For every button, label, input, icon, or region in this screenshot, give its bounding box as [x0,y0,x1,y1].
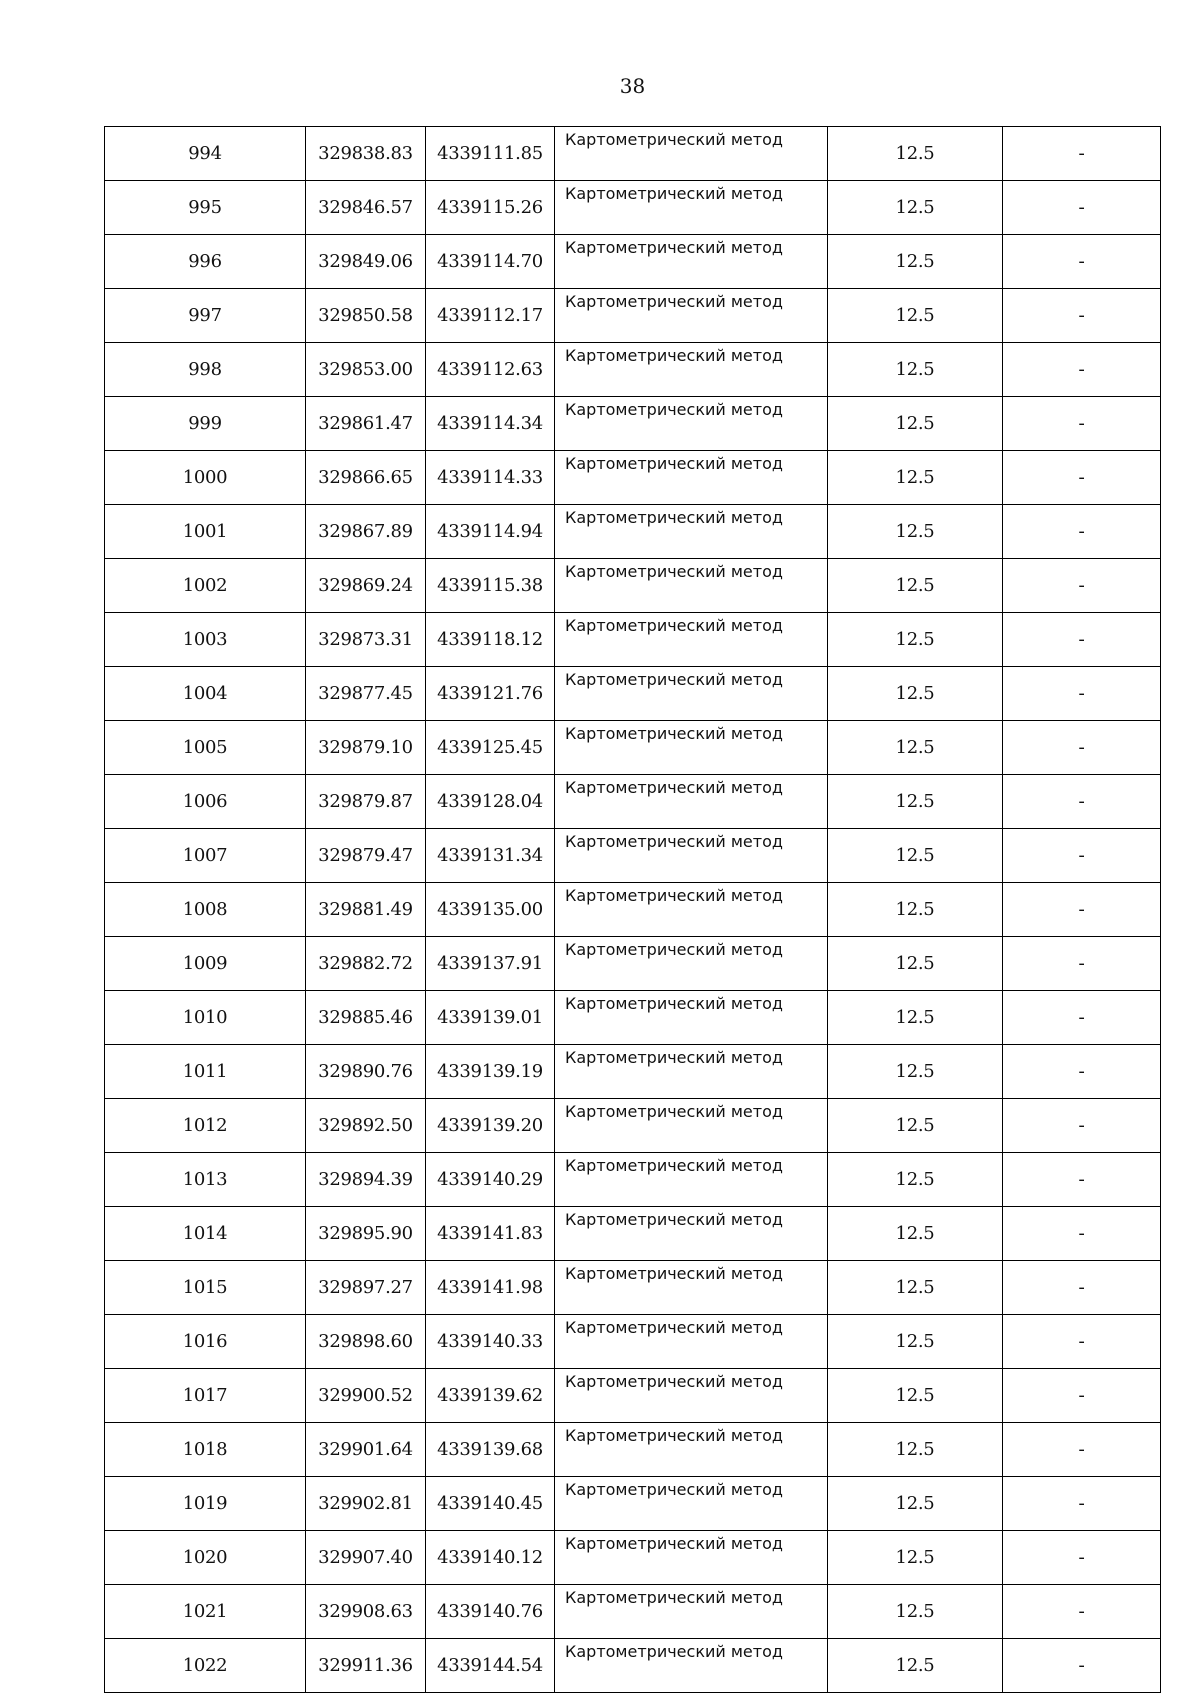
method-cell: Картометрический метод [555,775,828,829]
note-cell: - [1003,883,1161,937]
accuracy-cell: 12.5 [828,235,1003,289]
x-coordinate-cell: 329898.60 [306,1315,426,1369]
y-coordinate-cell: 4339140.45 [426,1477,555,1531]
point-number-cell: 995 [105,181,306,235]
note-cell: - [1003,937,1161,991]
note-cell: - [1003,829,1161,883]
x-coordinate-cell: 329873.31 [306,613,426,667]
accuracy-cell: 12.5 [828,1423,1003,1477]
table-row [105,343,1161,397]
point-number-cell: 997 [105,289,306,343]
table-row [105,1099,1161,1153]
x-coordinate-cell: 329882.72 [306,937,426,991]
method-cell: Картометрический метод [555,1585,828,1639]
x-coordinate-cell: 329877.45 [306,667,426,721]
y-coordinate-cell: 4339112.17 [426,289,555,343]
point-number-cell: 1007 [105,829,306,883]
x-coordinate-cell: 329885.46 [306,991,426,1045]
table-row [105,1261,1161,1315]
x-coordinate-cell: 329838.83 [306,127,426,181]
x-coordinate-cell: 329902.81 [306,1477,426,1531]
point-number-cell: 1010 [105,991,306,1045]
point-number-cell: 1000 [105,451,306,505]
note-cell: - [1003,1477,1161,1531]
accuracy-cell: 12.5 [828,451,1003,505]
method-cell: Картометрический метод [555,1423,828,1477]
y-coordinate-cell: 4339139.01 [426,991,555,1045]
y-coordinate-cell: 4339141.98 [426,1261,555,1315]
note-cell: - [1003,505,1161,559]
x-coordinate-cell: 329901.64 [306,1423,426,1477]
y-coordinate-cell: 4339139.19 [426,1045,555,1099]
accuracy-cell: 12.5 [828,1639,1003,1693]
point-number-cell: 1016 [105,1315,306,1369]
y-coordinate-cell: 4339111.85 [426,127,555,181]
note-cell: - [1003,559,1161,613]
point-number-cell: 1014 [105,1207,306,1261]
method-cell: Картометрический метод [555,991,828,1045]
accuracy-cell: 12.5 [828,559,1003,613]
y-coordinate-cell: 4339139.68 [426,1423,555,1477]
method-cell: Картометрический метод [555,343,828,397]
point-number-cell: 999 [105,397,306,451]
method-cell: Картометрический метод [555,937,828,991]
accuracy-cell: 12.5 [828,289,1003,343]
point-number-cell: 1005 [105,721,306,775]
point-number-cell: 1001 [105,505,306,559]
point-number-cell: 1009 [105,937,306,991]
x-coordinate-cell: 329846.57 [306,181,426,235]
table-row [105,1369,1161,1423]
point-number-cell: 1012 [105,1099,306,1153]
coordinates-table [104,126,1161,1693]
point-number-cell: 1002 [105,559,306,613]
y-coordinate-cell: 4339140.33 [426,1315,555,1369]
point-number-cell: 1013 [105,1153,306,1207]
accuracy-cell: 12.5 [828,667,1003,721]
x-coordinate-cell: 329879.47 [306,829,426,883]
table-row [105,397,1161,451]
method-cell: Картометрический метод [555,667,828,721]
point-number-cell: 996 [105,235,306,289]
y-coordinate-cell: 4339114.70 [426,235,555,289]
point-number-cell: 1021 [105,1585,306,1639]
accuracy-cell: 12.5 [828,1045,1003,1099]
table-row [105,1315,1161,1369]
method-cell: Картометрический метод [555,289,828,343]
note-cell: - [1003,1261,1161,1315]
y-coordinate-cell: 4339144.54 [426,1639,555,1693]
table-row [105,1639,1161,1693]
method-cell: Картометрический метод [555,1153,828,1207]
accuracy-cell: 12.5 [828,1477,1003,1531]
y-coordinate-cell: 4339141.83 [426,1207,555,1261]
page-number: 38 [619,74,646,98]
y-coordinate-cell: 4339139.20 [426,1099,555,1153]
accuracy-cell: 12.5 [828,397,1003,451]
method-cell: Картометрический метод [555,505,828,559]
y-coordinate-cell: 4339115.38 [426,559,555,613]
table-row [105,937,1161,991]
x-coordinate-cell: 329867.89 [306,505,426,559]
method-cell: Картометрический метод [555,397,828,451]
accuracy-cell: 12.5 [828,883,1003,937]
note-cell: - [1003,721,1161,775]
point-number-cell: 1006 [105,775,306,829]
point-number-cell: 1011 [105,1045,306,1099]
note-cell: - [1003,1315,1161,1369]
x-coordinate-cell: 329853.00 [306,343,426,397]
x-coordinate-cell: 329894.39 [306,1153,426,1207]
y-coordinate-cell: 4339135.00 [426,883,555,937]
point-number-cell: 994 [105,127,306,181]
accuracy-cell: 12.5 [828,1315,1003,1369]
y-coordinate-cell: 4339121.76 [426,667,555,721]
table-row [105,667,1161,721]
method-cell: Картометрический метод [555,235,828,289]
method-cell: Картометрический метод [555,1315,828,1369]
table-row [105,829,1161,883]
table-row [105,991,1161,1045]
table-row [105,1531,1161,1585]
accuracy-cell: 12.5 [828,1369,1003,1423]
accuracy-cell: 12.5 [828,1531,1003,1585]
method-cell: Картометрический метод [555,1369,828,1423]
note-cell: - [1003,397,1161,451]
accuracy-cell: 12.5 [828,937,1003,991]
point-number-cell: 998 [105,343,306,397]
table-row [105,1585,1161,1639]
table-row [105,1477,1161,1531]
y-coordinate-cell: 4339140.76 [426,1585,555,1639]
note-cell: - [1003,1099,1161,1153]
x-coordinate-cell: 329879.10 [306,721,426,775]
x-coordinate-cell: 329900.52 [306,1369,426,1423]
table-body [105,127,1161,1693]
note-cell: - [1003,1423,1161,1477]
table-row [105,1045,1161,1099]
point-number-cell: 1017 [105,1369,306,1423]
note-cell: - [1003,991,1161,1045]
accuracy-cell: 12.5 [828,1099,1003,1153]
table-row [105,883,1161,937]
method-cell: Картометрический метод [555,1207,828,1261]
x-coordinate-cell: 329890.76 [306,1045,426,1099]
table-row [105,1153,1161,1207]
point-number-cell: 1018 [105,1423,306,1477]
table-row [105,559,1161,613]
x-coordinate-cell: 329892.50 [306,1099,426,1153]
method-cell: Картометрический метод [555,721,828,775]
table-row [105,289,1161,343]
method-cell: Картометрический метод [555,1099,828,1153]
accuracy-cell: 12.5 [828,505,1003,559]
note-cell: - [1003,1369,1161,1423]
note-cell: - [1003,775,1161,829]
x-coordinate-cell: 329866.65 [306,451,426,505]
method-cell: Картометрический метод [555,181,828,235]
accuracy-cell: 12.5 [828,775,1003,829]
y-coordinate-cell: 4339131.34 [426,829,555,883]
table-row [105,451,1161,505]
point-number-cell: 1004 [105,667,306,721]
note-cell: - [1003,235,1161,289]
point-number-cell: 1020 [105,1531,306,1585]
x-coordinate-cell: 329879.87 [306,775,426,829]
accuracy-cell: 12.5 [828,991,1003,1045]
point-number-cell: 1019 [105,1477,306,1531]
table-row [105,721,1161,775]
table-row [105,1207,1161,1261]
accuracy-cell: 12.5 [828,343,1003,397]
note-cell: - [1003,667,1161,721]
point-number-cell: 1008 [105,883,306,937]
table-row [105,235,1161,289]
accuracy-cell: 12.5 [828,181,1003,235]
method-cell: Картометрический метод [555,1045,828,1099]
note-cell: - [1003,127,1161,181]
y-coordinate-cell: 4339118.12 [426,613,555,667]
x-coordinate-cell: 329908.63 [306,1585,426,1639]
table-row [105,505,1161,559]
x-coordinate-cell: 329849.06 [306,235,426,289]
note-cell: - [1003,343,1161,397]
note-cell: - [1003,451,1161,505]
y-coordinate-cell: 4339114.94 [426,505,555,559]
y-coordinate-cell: 4339114.34 [426,397,555,451]
method-cell: Картометрический метод [555,127,828,181]
x-coordinate-cell: 329861.47 [306,397,426,451]
note-cell: - [1003,613,1161,667]
y-coordinate-cell: 4339140.29 [426,1153,555,1207]
accuracy-cell: 12.5 [828,1207,1003,1261]
method-cell: Картометрический метод [555,613,828,667]
y-coordinate-cell: 4339125.45 [426,721,555,775]
accuracy-cell: 12.5 [828,1153,1003,1207]
point-number-cell: 1022 [105,1639,306,1693]
method-cell: Картометрический метод [555,451,828,505]
table-row [105,127,1161,181]
accuracy-cell: 12.5 [828,613,1003,667]
x-coordinate-cell: 329907.40 [306,1531,426,1585]
y-coordinate-cell: 4339112.63 [426,343,555,397]
point-number-cell: 1003 [105,613,306,667]
method-cell: Картометрический метод [555,829,828,883]
note-cell: - [1003,289,1161,343]
y-coordinate-cell: 4339114.33 [426,451,555,505]
method-cell: Картометрический метод [555,559,828,613]
note-cell: - [1003,1207,1161,1261]
y-coordinate-cell: 4339140.12 [426,1531,555,1585]
y-coordinate-cell: 4339128.04 [426,775,555,829]
table-row [105,181,1161,235]
method-cell: Картометрический метод [555,1261,828,1315]
method-cell: Картометрический метод [555,883,828,937]
x-coordinate-cell: 329897.27 [306,1261,426,1315]
table-row [105,613,1161,667]
method-cell: Картометрический метод [555,1477,828,1531]
accuracy-cell: 12.5 [828,829,1003,883]
note-cell: - [1003,1585,1161,1639]
accuracy-cell: 12.5 [828,1585,1003,1639]
x-coordinate-cell: 329850.58 [306,289,426,343]
accuracy-cell: 12.5 [828,1261,1003,1315]
note-cell: - [1003,1153,1161,1207]
accuracy-cell: 12.5 [828,721,1003,775]
table-row [105,1423,1161,1477]
accuracy-cell: 12.5 [828,127,1003,181]
note-cell: - [1003,1531,1161,1585]
x-coordinate-cell: 329869.24 [306,559,426,613]
note-cell: - [1003,181,1161,235]
y-coordinate-cell: 4339115.26 [426,181,555,235]
y-coordinate-cell: 4339139.62 [426,1369,555,1423]
note-cell: - [1003,1639,1161,1693]
table-row [105,775,1161,829]
x-coordinate-cell: 329911.36 [306,1639,426,1693]
note-cell: - [1003,1045,1161,1099]
method-cell: Картометрический метод [555,1531,828,1585]
y-coordinate-cell: 4339137.91 [426,937,555,991]
x-coordinate-cell: 329895.90 [306,1207,426,1261]
method-cell: Картометрический метод [555,1639,828,1693]
x-coordinate-cell: 329881.49 [306,883,426,937]
point-number-cell: 1015 [105,1261,306,1315]
